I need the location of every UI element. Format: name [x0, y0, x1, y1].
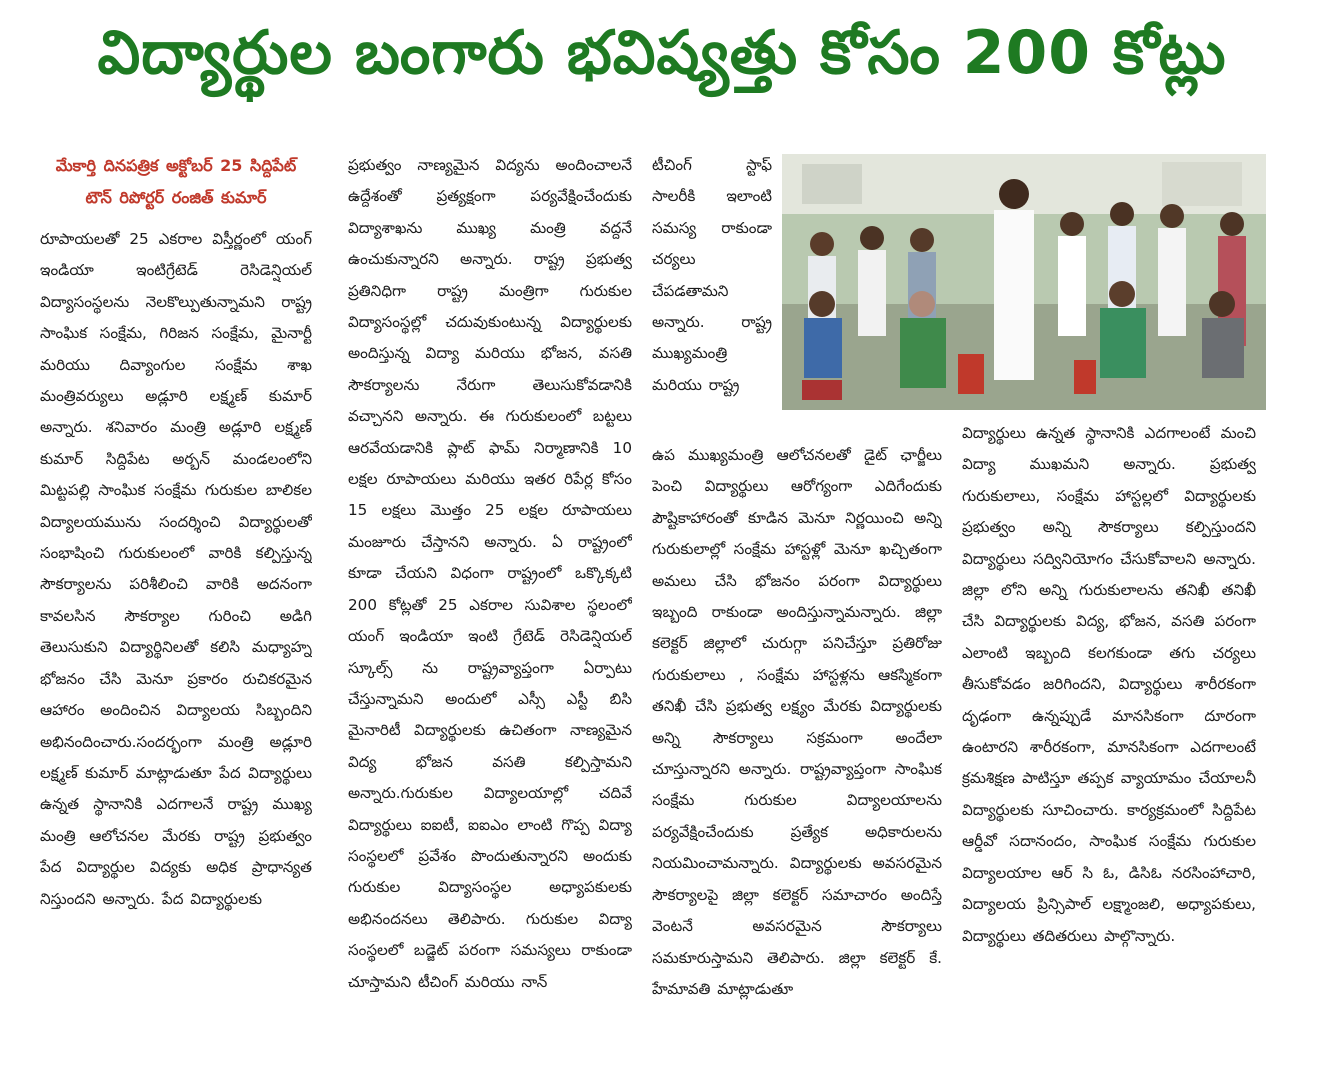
- news-photo-image: [782, 154, 1266, 410]
- article-column-4: [962, 418, 1256, 1086]
- headline: విద్యార్థుల బంగారు భవిష్యత్తు కోసం 200 కోట్లు: [97, 18, 1227, 88]
- column-2-text: ప్రభుత్వం నాణ్యమైన విద్యను అందించాలనే ఉద్దేశంతో ప్రత్యక్షంగా పర్యవేక్షించేందుకు విద్యాశాఖను ముఖ్య మంత్రి వద్దనే ఉంచుకున్నారని అన్నారు. రాష్ట్ర ప్రభుత్వ ప్రతినిధిగా రాష్ట్ర మంత్రిగా గురుకుల విద్యాసంస్థల్లో చదువుకుంటున్న విద్యార్థులకు అందిస్తున్న విద్యా మరియు భోజన, వసతి సౌకర్యాలను నేరుగా తెలుసుకోవడానికి వచ్చానని అన్నారు. ఈ గురుకులంలో బట్టలు ఆరవేయడానికి ప్లాట్ ఫామ్ నిర్మాణానికి 10 లక్షల రూపాయలు మరియు ఇతర రిపేర్ల కోసం 15 లక్షలు మొత్తం 25 లక్షల రూపాయలు మంజూరు చేస్తానని అన్నారు. ఏ రాష్ట్రంలో కూడా చేయని విధంగా రాష్ట్రంలో ఒక్కొక్కటి 200 కోట్లతో 25 ఎకరాల సువిశాల స్థలంలో యంగ్ ఇండియా ఇంటి గ్రేటెడ్ రెసిడెన్షియల్ స్కూల్స్ ను రాష్ట్రవ్యాప్తంగా ఏర్పాటు చేస్తున్నామని అందులో ఎస్సీ ఎస్టీ బిసి మైనారిటీ విద్యార్థులకు ఉచితంగా నాణ్యమైన విద్య భోజన వసతి కల్పిస్తామని అన్నారు.గురుకుల విద్యాలయాల్లో చదివే విద్యార్థులు ఐఐటీ, ఐఐఎం లాంటి గొప్ప విద్యా సంస్థలలో ప్రవేశం పొందుతున్నారని అందుకు గురుకుల విద్యాసంస్థల అధ్యాపకులకు అభినందనలు తెలిపారు. గురుకుల విద్యా సంస్థలలో బడ్జెట్ పరంగా సమస్యలు రాకుండా చూస్తామని టీచింగ్ మరియు నాన్: [348, 156, 632, 991]
- column-3-top-text: టీచింగ్ స్టాఫ్ సాలరీకి ఇలాంటి సమస్య రాకుండా చర్యలు చేపడతామని అన్నారు. రాష్ట్ర ముఖ్యమంత్రి మరియు రాష్ట్ర: [652, 156, 772, 394]
- article-column-1: [40, 150, 312, 1086]
- article-column-3-top: [652, 150, 772, 442]
- article-column-2: [348, 150, 632, 1086]
- column-1-text: రూపాయలతో 25 ఎకరాల విస్తీర్ణంలో యంగ్ ఇండియా ఇంటిగ్రేటెడ్ రెసిడెన్షియల్ విద్యాసంస్థలను నెలకొల్పుతున్నామని రాష్ట్ర సాంఘిక సంక్షేమ, గిరిజన సంక్షేమ, మైనార్టీ మరియు దివ్యాంగుల సంక్షేమ శాఖ మంత్రివర్యులు అడ్లూరి లక్ష్మణ్ కుమార్ అన్నారు. శనివారం మంత్రి అడ్లూరి లక్ష్మణ్ కుమార్ సిద్దిపేట అర్బన్ మండలంలోని మిట్టపల్లి సాంఘిక సంక్షేమ గురుకుల బాలికల విద్యాలయమును సందర్శించి విద్యార్థులతో సంభాషించి గురుకులంలో వారికి కల్పిస్తున్న సౌకర్యాలను పరిశీలించి వారికి అదనంగా కావలసిన సౌకర్యాల గురించి అడిగి తెలుసుకుని విద్యార్థినిలతో కలిసి మధ్యాహ్న భోజనం చేసి మెనూ ప్రకారం రుచికరమైన ఆహారం అందించిన విద్యాలయ సిబ్బందిని అభినందించారు.సందర్భంగా మంత్రి అడ్లూరి లక్ష్మణ్ కుమార్ మాట్లాడుతూ పేద విద్యార్థులు ఉన్నత స్థానానికి ఎదగాలనే రాష్ట్ర ముఖ్య మంత్రి ఆలోచనల మేరకు రాష్ట్ర ప్రభుత్వం పేద విద్యార్థుల విద్యకు అధిక ప్రాధాన్యత నిస్తుందని అన్నారు. పేద విద్యార్థులకు: [40, 230, 312, 908]
- news-photo: [782, 154, 1266, 410]
- article-column-3-bottom: [652, 440, 942, 1086]
- column-3-bottom-text: ఉప ముఖ్యమంత్రి ఆలోచనలతో డైట్ ఛార్జీలు పెంచి విద్యార్థులు ఆరోగ్యంగా ఎదిగేందుకు పౌష్టికాహారంతో కూడిన మెనూ నిర్ణయించి అన్ని గురుకులాల్లో సంక్షేమ హాస్టళ్లో మెనూ ఖచ్చితంగా అమలు చేసి భోజనం పరంగా విద్యార్థులు ఇబ్బంది రాకుండా అందిస్తున్నామన్నారు. జిల్లా కలెక్టర్ జిల్లాలో చురుగ్గా పనిచేస్తూ ప్రతిరోజు గురుకులాలు , సంక్షేమ హాస్టళ్లను ఆకస్మికంగా తనిఖీ చేసి ప్రభుత్వ లక్ష్యం మేరకు విద్యార్థులకు అన్ని సౌకర్యాలు సక్రమంగా అందేలా చూస్తున్నారని అన్నారు. రాష్ట్రవ్యాప్తంగా సాంఘిక సంక్షేమ గురుకుల విద్యాలయాలను పర్యవేక్షించేందుకు ప్రత్యేక అధికారులను నియమించామన్నారు. విద్యార్థులకు అవసరమైన సౌకర్యాలపై జిల్లా కలెక్టర్ సమాచారం అందిస్తే వెంటనే అవసరమైన సౌకర్యాలు సమకూరుస్తామని తెలిపారు. జిల్లా కలెక్టర్ కే. హేమావతి మాట్లాడుతూ: [652, 446, 942, 998]
- column-4-text: విద్యార్థులు ఉన్నత స్థానానికి ఎదగాలంటే మంచి విద్యా ముఖమని అన్నారు. ప్రభుత్వ గురుకులాలు, సంక్షేమ హాస్టల్లలో విద్యార్థులకు ప్రభుత్వం అన్ని సౌకర్యాలు కల్పిస్తుందని విద్యార్థులు సద్వినియోగం చేసుకోవాలని అన్నారు. జిల్లా లోని అన్ని గురుకులాలను తనిఖీ తనిఖీ చేసి విద్యార్థులకు విద్య, భోజన, వసతి పరంగా ఎలాంటి ఇబ్బంది కలగకుండా తగు చర్యలు తీసుకోవడం జరిగిందని, విద్యార్థులు శారీరకంగా దృఢంగా ఉన్నప్పుడే మానసికంగా దూరంగా ఉంటారని శారీరకంగా, మానసికంగా ఎదగాలంటే క్రమశిక్షణ పాటిస్తూ తప్పక వ్యాయామం చేయాలనీ విద్యార్థులకు సూచించారు. కార్యక్రమంలో సిద్దిపేట ఆర్డీవో సదానందం, సాంఘిక సంక్షేమ గురుకుల విద్యాలయాల ఆర్ సి ఓ, డిసిఓ నరసింహాచారి, విద్యాలయ ప్రిన్సిపాల్ లక్ష్మాంజలి, అధ్యాపకులు, విద్యార్థులు తదితరులు పాల్గొన్నారు.: [962, 424, 1256, 945]
- byline: మేకార్తి దినపత్రిక అక్టోబర్ 25 సిద్దిపేట్ టౌన్ రిపోర్టర్ రంజిత్ కుమార్: [55, 156, 297, 207]
